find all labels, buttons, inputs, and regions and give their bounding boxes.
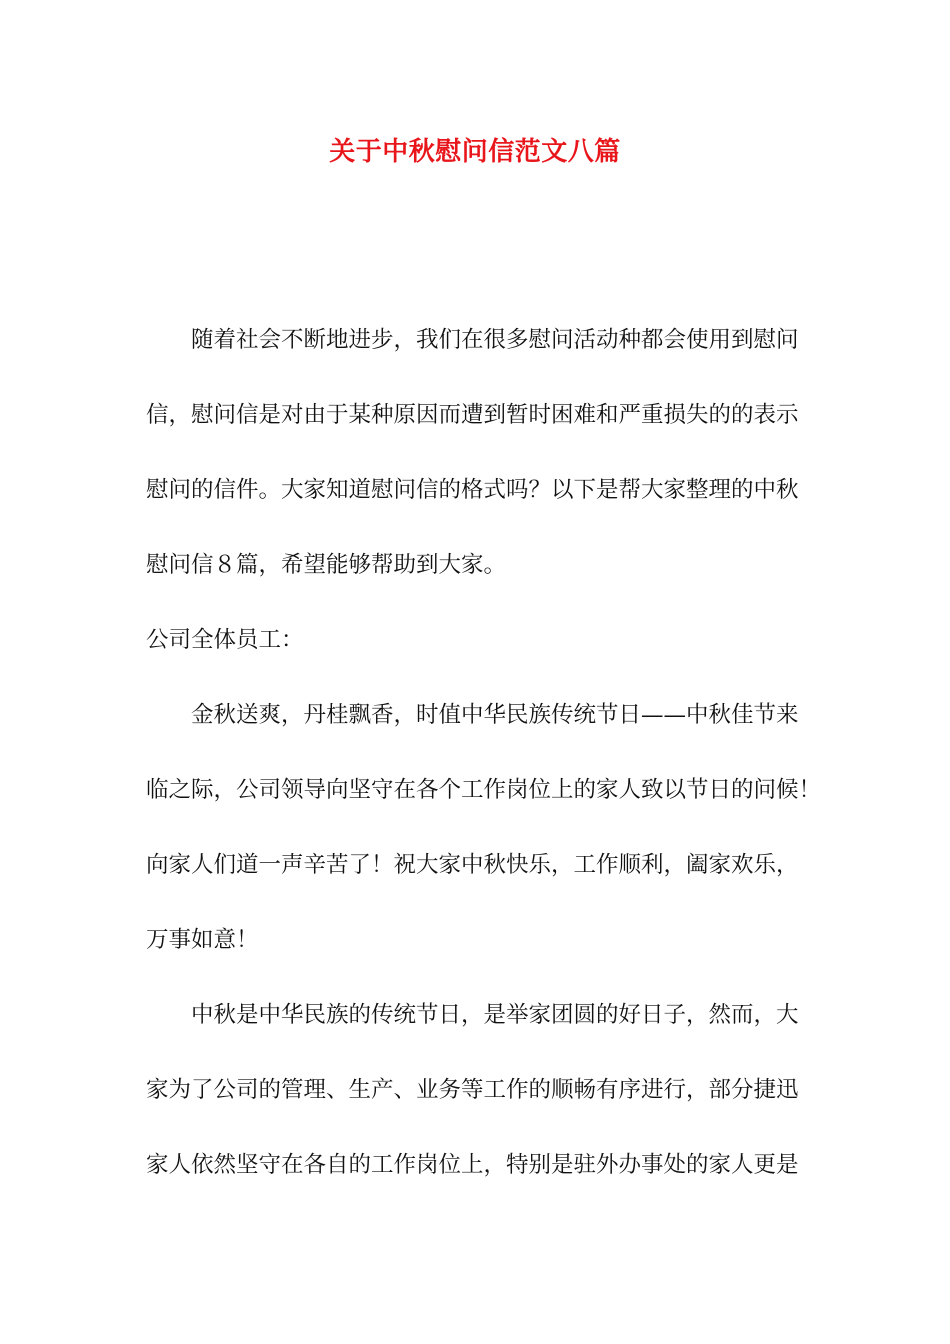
paragraph-line: 金秋送爽，丹桂飘香，时值中华民族传统节日——中秋佳节来 bbox=[191, 702, 799, 728]
paragraph-line: 慰问信８篇，希望能够帮助到大家。 bbox=[146, 552, 507, 578]
paragraph-line: 家人依然坚守在各自的工作岗位上，特别是驻外办事处的家人更是 bbox=[146, 1152, 799, 1178]
document-title: 关于中秋慰问信范文八篇 bbox=[329, 137, 621, 167]
paragraph-line: 随着社会不断地进步，我们在很多慰问活动种都会使用到慰问 bbox=[191, 327, 799, 353]
paragraph-line: 向家人们道一声辛苦了！祝大家中秋快乐，工作顺利，阖家欢乐， bbox=[146, 852, 799, 878]
paragraph-line: 临之际，公司领导向坚守在各个工作岗位上的家人致以节日的问候！ bbox=[146, 777, 822, 803]
paragraph-line: 慰问的信件。大家知道慰问信的格式吗？以下是帮大家整理的中秋 bbox=[146, 477, 799, 503]
salutation-line: 公司全体员工： bbox=[146, 627, 304, 653]
paragraph-line: 万事如意！ bbox=[146, 927, 259, 953]
paragraph-line: 家为了公司的管理、生产、业务等工作的顺畅有序进行，部分捷迅 bbox=[146, 1077, 799, 1103]
paragraph-line: 信，慰问信是对由于某种原因而遭到暂时困难和严重损失的的表示 bbox=[146, 402, 799, 428]
paragraph-line: 中秋是中华民族的传统节日，是举家团圆的好日子，然而，大 bbox=[191, 1002, 799, 1028]
